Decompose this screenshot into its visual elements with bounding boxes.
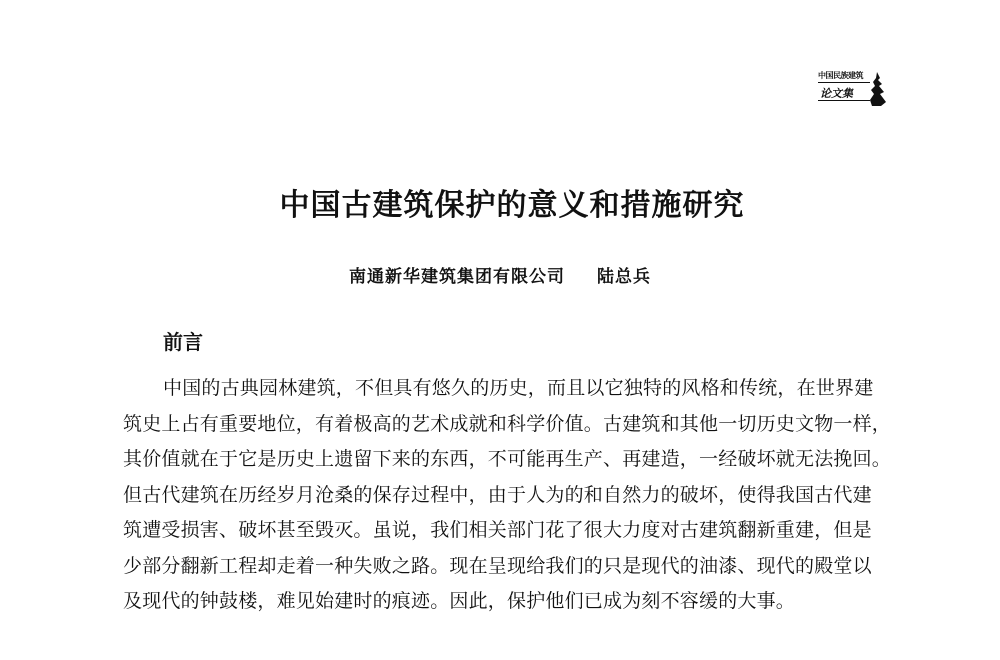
byline <box>0 262 1000 287</box>
logo-divider <box>818 82 870 83</box>
paragraph-line: 中国的古典园林建筑，不但具有悠久的历史，而且以它独特的风格和传统，在世界建 <box>163 377 874 399</box>
series-title-bottom: 论文集 <box>820 87 853 100</box>
paragraph-line: 及现代的钟鼓楼，难见始建时的痕迹。因此，保护他们已成为刻不容缓的大事。 <box>123 590 796 612</box>
body-paragraph <box>123 374 923 623</box>
series-logo <box>818 68 886 112</box>
author-name: 陆总兵 <box>597 267 651 287</box>
paragraph-line: 少部分翻新工程却走着一种失败之路。现在呈现给我们的只是现代的油漆、现代的殿堂以 <box>123 554 872 577</box>
paragraph-line: 筑史上占有重要地位，有着极高的艺术成就和科学价值。古建筑和其他一切历史文物一样， <box>123 412 892 435</box>
logo-underline <box>818 100 870 101</box>
section-heading: 前言 <box>163 330 203 354</box>
author-organization: 南通新华建筑集团有限公司 <box>349 267 565 287</box>
pagoda-emblem-icon <box>868 72 886 106</box>
paragraph-line: 但古代建筑在历经岁月沧桑的保存过程中，由于人为的和自然力的破坏，使得我国古代建 <box>123 483 872 506</box>
series-title-top: 中国民族建筑 <box>818 71 863 80</box>
paper-title: 中国古建筑保护的意义和措施研究 <box>279 188 745 223</box>
paragraph-line: 其价值就在于它是历史上遗留下来的东西，不可能再生产、再建造，一经破坏就无法挽回。 <box>123 448 892 470</box>
paragraph-line: 筑遭受损害、破坏甚至毁灭。虽说，我们相关部门花了很大力度对古建筑翻新重建，但是 <box>123 519 872 541</box>
